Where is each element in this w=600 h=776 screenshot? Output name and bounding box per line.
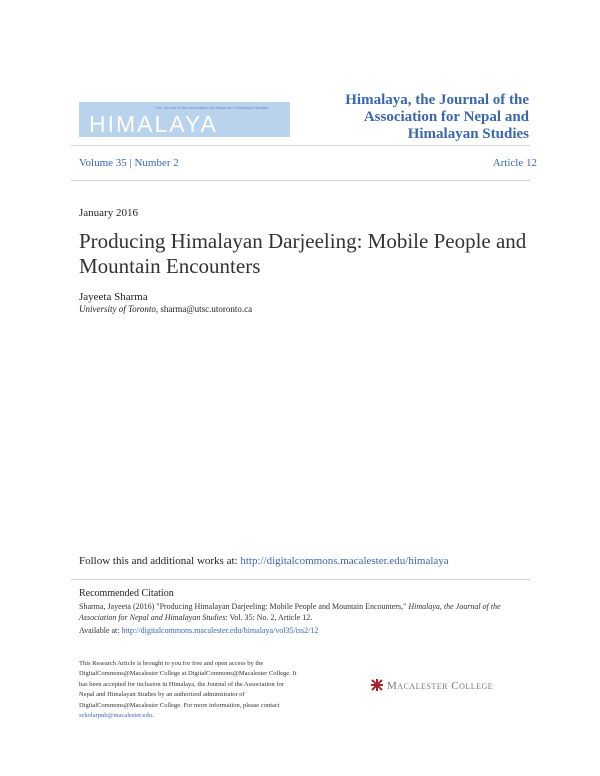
follow-line: [79, 555, 449, 567]
header-divider: [71, 145, 530, 146]
citation-tail: : Vol. 35: No. 2, Article 12.: [225, 613, 313, 622]
author-affiliation: University of Toronto, sharma@utsc.utoronto.ca: [79, 304, 253, 314]
author-email: sharma@utsc.utoronto.ca: [160, 304, 253, 314]
logo-text: Macalester College: [387, 680, 494, 692]
follow-text: Follow this and additional works at:: [79, 555, 238, 567]
citation-text: [79, 601, 524, 623]
notice-text: This Research Article is brought to you for free and open access by the DigitalCommons@Macalester College at DigitalCommons@Macalester College. It has been accepted for inclusion in Himalaya, the Journal of the Association for Nepal and Himalayan Studies by an authorized administrator of DigitalCommons@Macalester College. For more information, please contact: [79, 660, 297, 709]
available-at: [79, 626, 318, 635]
banner-title: HIMALAYA: [89, 111, 218, 137]
publication-date: January 2016: [79, 207, 138, 219]
contact-email-link[interactable]: scholarpub@macalester.edu: [79, 712, 152, 720]
recommended-citation-heading: Recommended Citation: [79, 588, 174, 599]
citation-divider: [71, 579, 530, 580]
number-link[interactable]: Number 2: [134, 157, 179, 169]
macalester-logo[interactable]: [371, 679, 493, 695]
journal-title[interactable]: Himalaya, the Journal of the Association for Nepal and Himalayan Studies: [345, 92, 529, 142]
volume-row: [79, 157, 537, 169]
citation-journal: Himalaya, the Journal of the Association for Nepal and Himalayan Studies: [79, 602, 501, 622]
collection-link[interactable]: http://digitalcommons.macalester.edu/himalaya: [240, 555, 449, 567]
available-label: Available at:: [79, 626, 120, 635]
affiliation-institution: University of Toronto: [79, 304, 156, 314]
article-url-link[interactable]: http://digitalcommons.macalester.edu/himalaya/vol35/iss2/12: [121, 626, 319, 635]
volume-divider: [71, 180, 530, 181]
notice-period: .: [151, 712, 154, 720]
access-notice: [79, 659, 299, 721]
citation-plain: Sharma, Jayeeta (2016) "Producing Himalayan Darjeeling: Mobile People and Mountain Encounters,": [79, 602, 407, 611]
banner-subtitle: The Journal of the Association for Nepal and Himalayan Studies: [155, 105, 269, 110]
article-title: Producing Himalayan Darjeeling: Mobile People and Mountain Encounters: [79, 229, 527, 278]
volume-separator: |: [129, 157, 132, 169]
author-name: Jayeeta Sharma: [79, 291, 148, 303]
volume-link[interactable]: Volume 35: [79, 157, 127, 169]
article-link[interactable]: Article 12: [492, 157, 537, 169]
journal-banner-logo: [79, 102, 290, 137]
college-seal-icon: [371, 679, 383, 691]
